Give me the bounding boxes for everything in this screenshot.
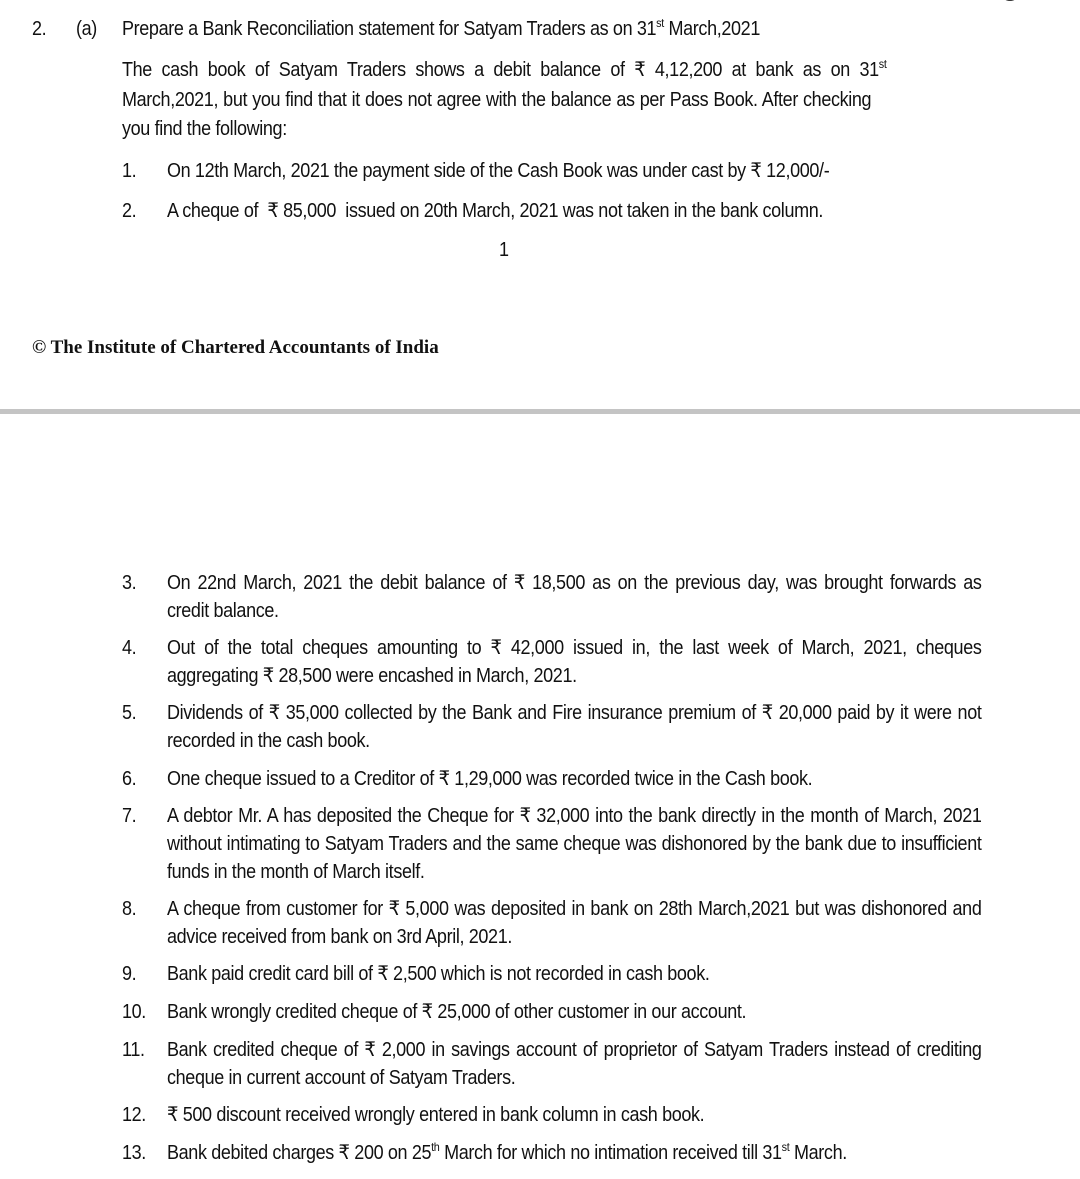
list-item: Bank wrongly credited cheque of ₹ 25,000 of other customer in our account. <box>167 1001 747 1023</box>
item-number: 11. <box>122 1039 145 1061</box>
item-text: March for which no intimation received till 31 <box>439 1142 782 1164</box>
page-edge-fragment <box>1000 0 1020 1</box>
list-item: One cheque issued to a Creditor of ₹ 1,29,000 was recorded twice in the Cash book. <box>167 768 813 790</box>
superscript: st <box>656 16 664 30</box>
intro-text: The cash book of Satyam Traders shows a debit balance of ₹ 4,12,200 at bank as on 31 <box>122 59 879 81</box>
list-item: A debtor Mr. A has deposited the Cheque for ₹ 32,000 into the bank directly in the month of March, 2021 without intimating to Satyam Traders and the same cheque was dishonored by the bank due to insufficient funds in the month of March itself. <box>167 805 982 883</box>
list-item: Bank credited cheque of ₹ 2,000 in savings account of proprietor of Satyam Traders instead of crediting cheque in current account of Satyam Traders. <box>167 1039 982 1089</box>
superscript: st <box>781 1140 790 1154</box>
list-item <box>167 1139 847 1167</box>
list-item: ₹ 500 discount received wrongly entered in bank column in cash book. <box>167 1104 705 1126</box>
superscript: st <box>878 57 887 71</box>
list-item: A cheque of ₹ 85,000 issued on 20th March, 2021 was not taken in the bank column. <box>167 200 824 222</box>
item-number: 9. <box>122 963 137 985</box>
item-text: March. <box>789 1142 847 1164</box>
item-number: 4. <box>122 637 137 659</box>
copyright-footer: © The Institute of Chartered Accountants of India <box>32 337 439 358</box>
item-number: 8. <box>122 898 137 920</box>
item-number: 5. <box>122 702 137 724</box>
intro-line-3: you find the following: <box>122 118 287 140</box>
list-item: On 12th March, 2021 the payment side of the Cash Book was under cast by ₹ 12,000/- <box>167 160 830 182</box>
intro-line-1 <box>122 56 886 84</box>
page-number: 1 <box>499 239 509 261</box>
intro-line-2: March,2021, but you find that it does not agree with the balance as per Pass Book. After checking <box>122 89 872 111</box>
page-divider <box>0 409 1080 414</box>
item-number: 3. <box>122 572 137 594</box>
item-number: 7. <box>122 805 137 827</box>
item-number: 12. <box>122 1104 146 1126</box>
question-title-text: March,2021 <box>663 18 760 40</box>
item-text: Bank debited charges ₹ 200 on 25 <box>167 1142 432 1164</box>
list-item: Dividends of ₹ 35,000 collected by the Bank and Fire insurance premium of ₹ 20,000 paid by it were not recorded in the cash book. <box>167 702 982 752</box>
list-item: On 22nd March, 2021 the debit balance of ₹ 18,500 as on the previous day, was brought forwards as credit balance. <box>167 572 982 622</box>
question-part: (a) <box>76 18 97 40</box>
list-item: A cheque from customer for ₹ 5,000 was deposited in bank on 28th March,2021 but was dishonored and advice received from bank on 3rd April, 2021. <box>167 898 982 948</box>
item-number: 10. <box>122 1001 146 1023</box>
question-title <box>122 15 760 43</box>
item-number: 13. <box>122 1142 146 1164</box>
question-title-text: Prepare a Bank Reconciliation statement for Satyam Traders as on 31 <box>122 18 657 40</box>
item-number: 6. <box>122 768 137 790</box>
superscript: th <box>431 1140 440 1154</box>
list-item: Bank paid credit card bill of ₹ 2,500 which is not recorded in cash book. <box>167 963 710 985</box>
item-number: 1. <box>122 160 137 182</box>
question-number: 2. <box>32 18 47 40</box>
item-number: 2. <box>122 200 137 222</box>
list-item: Out of the total cheques amounting to ₹ 42,000 issued in, the last week of March, 2021, cheques aggregating ₹ 28,500 were encashed in March, 2021. <box>167 637 982 687</box>
